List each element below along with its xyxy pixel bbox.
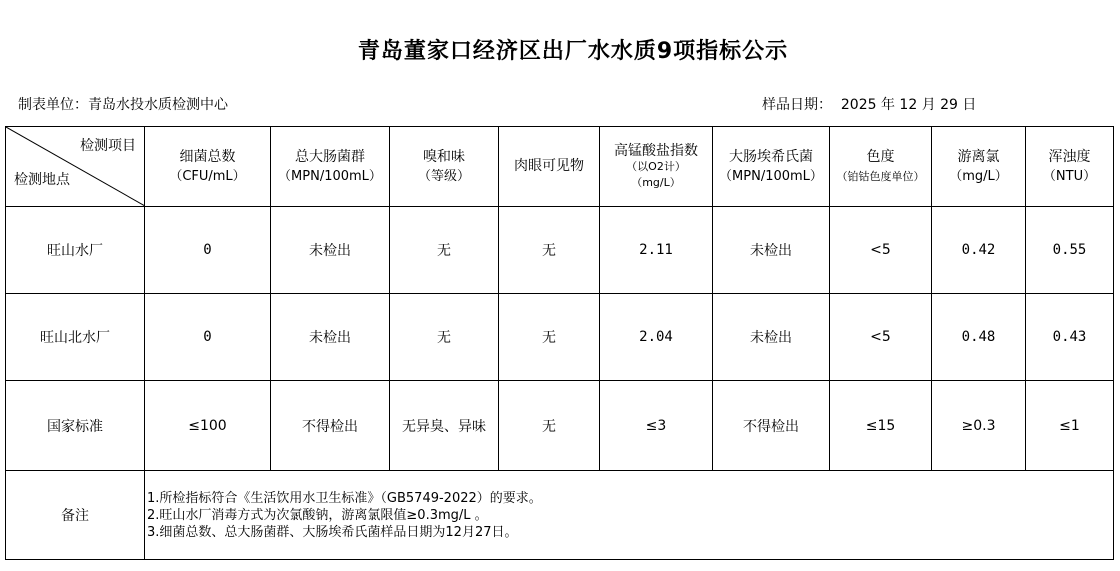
standard-cell: ≤1 xyxy=(1026,381,1114,471)
value-cell: 0.43 xyxy=(1026,294,1114,381)
notes-label: 备注 xyxy=(6,471,145,560)
sample-date: 样品日期： 2025 年 12 月 29 日 xyxy=(762,97,977,113)
issuing-unit: 制表单位：青岛水投水质检测中心 xyxy=(18,97,228,113)
standard-cell: 无 xyxy=(499,381,600,471)
page-title: 青岛董家口经济区出厂水水质9项指标公示 xyxy=(357,39,789,64)
note-line: 2.旺山水厂消毒方式为次氯酸钠，游离氯限值≥0.3mg/L 。 xyxy=(147,507,488,523)
note-line: 1.所检指标符合《生活饮用水卫生标准》（GB5749-2022）的要求。 xyxy=(147,490,542,506)
value-cell: 2.11 xyxy=(600,207,713,294)
water-quality-table xyxy=(5,126,1114,560)
value-cell: 无 xyxy=(499,207,600,294)
table-row xyxy=(6,207,1114,294)
header-row xyxy=(6,127,1114,207)
site-name: 旺山水厂 xyxy=(6,207,145,294)
header-coliform: 总大肠菌群 （MPN/100mL） xyxy=(271,127,390,207)
value-cell: 未检出 xyxy=(713,294,830,381)
value-cell: 0.48 xyxy=(932,294,1026,381)
notes-row xyxy=(6,471,1114,560)
standard-cell: 不得检出 xyxy=(713,381,830,471)
value-cell: 无 xyxy=(390,207,499,294)
value-cell: 0 xyxy=(145,294,271,381)
header-permanganate: 高锰酸盐指数 （以O2计） （mg/L） xyxy=(600,127,713,207)
standard-cell: ≤100 xyxy=(145,381,271,471)
header-ecoli: 大肠埃希氏菌 （MPN/100mL） xyxy=(713,127,830,207)
header-bacteria: 细菌总数 （CFU/mL） xyxy=(145,127,271,207)
header-color: 色度 （铂钴色度单位） xyxy=(830,127,932,207)
value-cell: 无 xyxy=(499,294,600,381)
value-cell: 0.55 xyxy=(1026,207,1114,294)
header-odor: 嗅和味 （等级） xyxy=(390,127,499,207)
header-visible: 肉眼可见物 xyxy=(499,127,600,207)
header-turbidity: 浑浊度 （NTU） xyxy=(1026,127,1114,207)
value-cell: 0 xyxy=(145,207,271,294)
value-cell: 未检出 xyxy=(271,207,390,294)
header-chlorine: 游离氯 （mg/L） xyxy=(932,127,1026,207)
corner-header-cell xyxy=(6,127,145,207)
corner-label-sites: 检测地点 xyxy=(14,172,70,188)
table-row xyxy=(6,294,1114,381)
standard-row xyxy=(6,381,1114,471)
value-cell: 2.04 xyxy=(600,294,713,381)
notes-content xyxy=(145,471,1114,560)
site-name: 国家标准 xyxy=(6,381,145,471)
note-line: 3.细菌总数、总大肠菌群、大肠埃希氏菌样品日期为12月27日。 xyxy=(147,524,518,540)
standard-cell: ≥0.3 xyxy=(932,381,1026,471)
site-name: 旺山北水厂 xyxy=(6,294,145,381)
value-cell: <5 xyxy=(830,207,932,294)
value-cell: 未检出 xyxy=(271,294,390,381)
corner-label-items: 检测项目 xyxy=(80,138,136,154)
standard-cell: 不得检出 xyxy=(271,381,390,471)
value-cell: <5 xyxy=(830,294,932,381)
standard-cell: ≤3 xyxy=(600,381,713,471)
standard-cell: ≤15 xyxy=(830,381,932,471)
value-cell: 无 xyxy=(390,294,499,381)
standard-cell: 无异臭、异味 xyxy=(390,381,499,471)
value-cell: 未检出 xyxy=(713,207,830,294)
value-cell: 0.42 xyxy=(932,207,1026,294)
